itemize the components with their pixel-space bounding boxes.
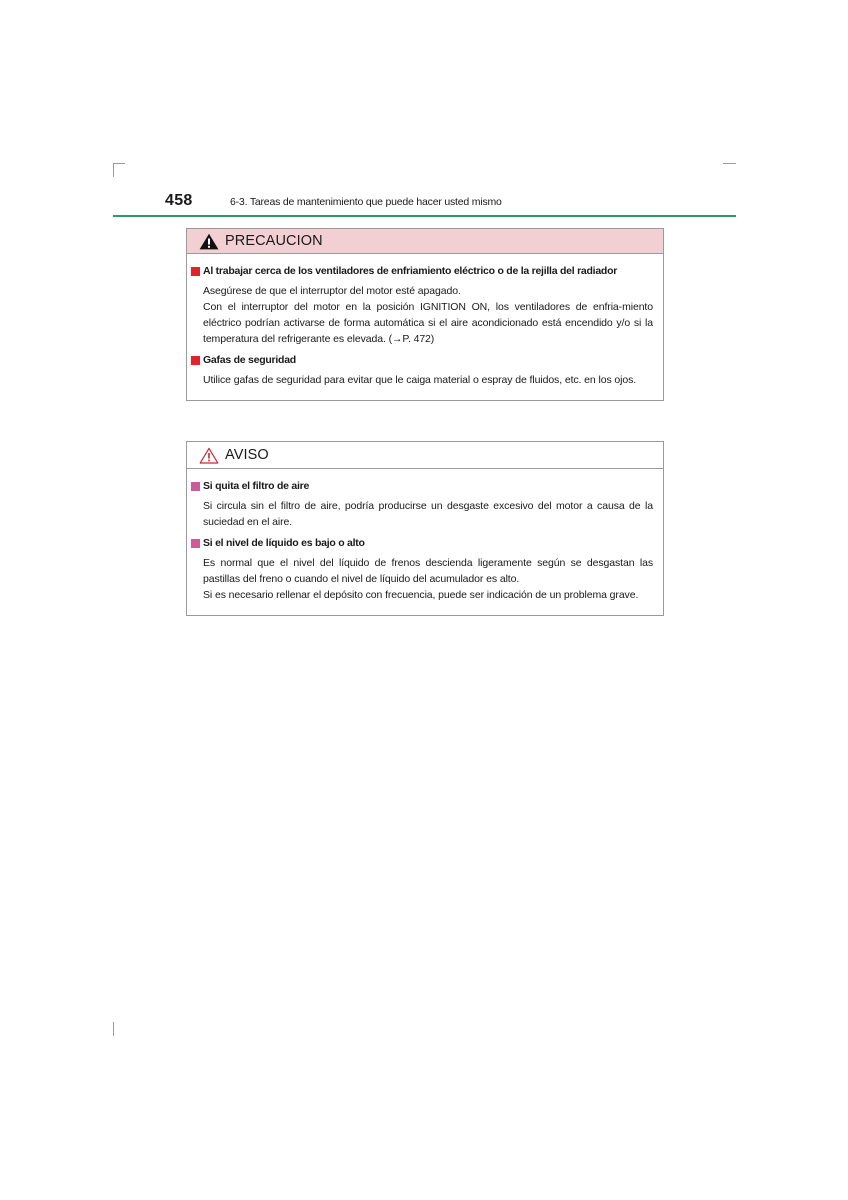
- bullet-square-icon: [191, 267, 200, 276]
- caution-body: [187, 254, 663, 400]
- notice-header: [187, 442, 663, 469]
- caution-item-1-paragraph-1: Asegúrese de que el interruptor del motor esté apagado.: [203, 285, 461, 297]
- crop-mark-bottom-left-vertical: [113, 1022, 114, 1036]
- caution-box: [186, 228, 664, 401]
- page-header: [113, 188, 736, 216]
- warning-triangle-outline-icon: [199, 447, 219, 464]
- notice-body: [187, 469, 663, 615]
- bullet-square-icon: [191, 356, 200, 365]
- section-title: 6-3. Tareas de mantenimiento que puede hacer usted mismo: [230, 196, 502, 208]
- caution-item-1-paragraph-2: Con el interruptor del motor en la posición IGNITION ON, los ventiladores de enfria-miento eléctrico podrían activarse de forma automática si el aire acondicionado está encendido y/o si la temperatura del refrigerante es elevada. (→P. 472): [203, 301, 653, 345]
- page-number: 458: [165, 192, 193, 209]
- notice-item-1-heading: Si quita el filtro de aire: [203, 480, 310, 492]
- caution-title: PRECAUCION: [225, 233, 323, 249]
- notice-title: AVISO: [225, 447, 269, 463]
- caution-item-1-heading: Al trabajar cerca de los ventiladores de enfriamiento eléctrico o de la rejilla del radiador: [203, 265, 618, 277]
- caution-header: [187, 229, 663, 254]
- crop-mark-top-left-vertical: [113, 163, 114, 177]
- crop-mark-top-left-horizontal: [113, 163, 125, 164]
- caution-item-2-heading: Gafas de seguridad: [203, 354, 296, 366]
- caution-item-heading: [191, 265, 653, 277]
- caution-item-2-paragraph-1: Utilice gafas de seguridad para evitar que le caiga material o espray de fluidos, etc. en los ojos.: [203, 374, 637, 386]
- notice-box: [186, 441, 664, 616]
- header-rule: [113, 215, 736, 217]
- warning-triangle-icon: [199, 233, 219, 250]
- notice-item-2-heading: Si el nivel de líquido es bajo o alto: [203, 537, 365, 549]
- notice-item-heading: [191, 480, 653, 492]
- notice-item-heading: [191, 537, 653, 549]
- bullet-square-icon: [191, 539, 200, 548]
- bullet-square-icon: [191, 482, 200, 491]
- caution-item-heading: [191, 354, 653, 366]
- notice-item-2-paragraph-2: Si es necesario rellenar el depósito con frecuencia, puede ser indicación de un problema grave.: [203, 589, 639, 601]
- notice-item-2-paragraph-1: Es normal que el nivel del líquido de frenos descienda ligeramente según se desgastan las pastillas del freno o cuando el nivel de líquido del acumulador es alto.: [203, 557, 653, 585]
- notice-item-1-paragraph-1: Si circula sin el filtro de aire, podría producirse un desgaste excesivo del motor a causa de la suciedad en el aire.: [203, 500, 653, 528]
- crop-mark-top-right-horizontal: [723, 163, 736, 164]
